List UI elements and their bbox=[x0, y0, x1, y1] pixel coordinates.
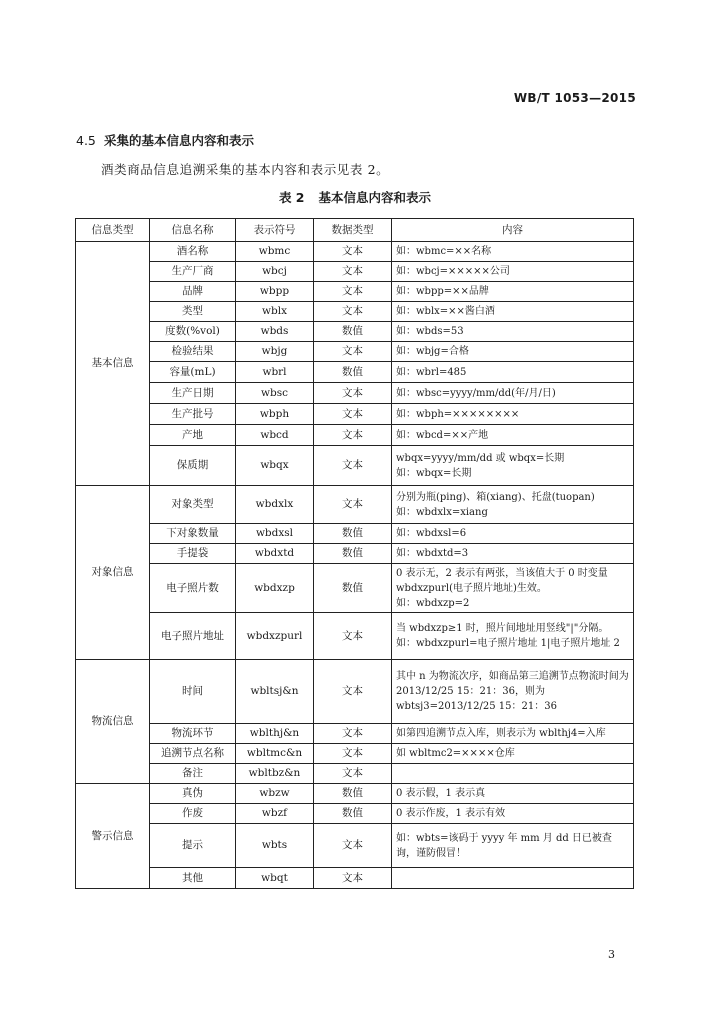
symbol-cell: wbsc bbox=[236, 383, 314, 404]
symbol-cell: wblthj&n bbox=[236, 724, 314, 744]
content-cell bbox=[392, 764, 634, 784]
info-name-cell: 物流环节 bbox=[150, 724, 236, 744]
content-cell: 分别为瓶(ping)、箱(xiang)、托盘(tuopan) 如：wbdxlx=xiang bbox=[392, 486, 634, 524]
data-type-cell: 数值 bbox=[314, 544, 392, 564]
info-table bbox=[75, 218, 634, 889]
info-name-cell: 作废 bbox=[150, 804, 236, 824]
info-name-cell: 提示 bbox=[150, 824, 236, 868]
info-name-cell: 其他 bbox=[150, 868, 236, 889]
section-heading bbox=[76, 131, 254, 149]
info-name-cell: 生产厂商 bbox=[150, 262, 236, 282]
table-caption-title: 基本信息内容和表示 bbox=[318, 190, 432, 205]
table-row bbox=[76, 486, 634, 524]
info-name-cell: 对象类型 bbox=[150, 486, 236, 524]
info-name-cell: 电子照片数 bbox=[150, 564, 236, 613]
content-cell: 如：wblx=××酱白酒 bbox=[392, 302, 634, 322]
data-type-cell: 文本 bbox=[314, 242, 392, 262]
content-cell: 0 表示假，1 表示真 bbox=[392, 784, 634, 804]
table-row bbox=[76, 564, 634, 613]
table-row bbox=[76, 544, 634, 564]
symbol-cell: wbds bbox=[236, 322, 314, 342]
info-name-cell: 酒名称 bbox=[150, 242, 236, 262]
content-cell: 当 wbdxzp≥1 时，照片间地址用竖线"|"分隔。 如：wbdxzpurl=电子照片地址 1|电子照片地址 2 bbox=[392, 613, 634, 660]
symbol-cell: wbltmc&n bbox=[236, 744, 314, 764]
table-row bbox=[76, 404, 634, 425]
symbol-cell: wbmc bbox=[236, 242, 314, 262]
data-type-cell: 文本 bbox=[314, 660, 392, 724]
symbol-cell: wbzw bbox=[236, 784, 314, 804]
data-type-cell: 文本 bbox=[314, 262, 392, 282]
content-cell: 如：wbsc=yyyy/mm/dd(年/月/日) bbox=[392, 383, 634, 404]
symbol-cell: wbltbz&n bbox=[236, 764, 314, 784]
table-row bbox=[76, 242, 634, 262]
table-row bbox=[76, 724, 634, 744]
table-row bbox=[76, 282, 634, 302]
data-type-cell: 数值 bbox=[314, 524, 392, 544]
table-row bbox=[76, 764, 634, 784]
table-row bbox=[76, 613, 634, 660]
content-cell: 如：wbds=53 bbox=[392, 322, 634, 342]
table-row bbox=[76, 744, 634, 764]
info-name-cell: 度数(%vol) bbox=[150, 322, 236, 342]
info-name-cell: 品牌 bbox=[150, 282, 236, 302]
symbol-cell: wbdxsl bbox=[236, 524, 314, 544]
symbol-cell: wblx bbox=[236, 302, 314, 322]
info-name-cell: 真伪 bbox=[150, 784, 236, 804]
data-type-cell: 文本 bbox=[314, 724, 392, 744]
table-body bbox=[76, 242, 634, 889]
table-row bbox=[76, 784, 634, 804]
page-number: 3 bbox=[608, 948, 615, 961]
info-name-cell: 备注 bbox=[150, 764, 236, 784]
symbol-cell: wbjg bbox=[236, 342, 314, 362]
symbol-cell: wbpp bbox=[236, 282, 314, 302]
data-type-cell: 文本 bbox=[314, 383, 392, 404]
content-cell: 0 表示无，2 表示有两张，当该值大于 0 时变量 wbdxzpurl(电子照片地址)生效。 如：wbdxzp=2 bbox=[392, 564, 634, 613]
intro-paragraph: 酒类商品信息追溯采集的基本内容和表示见表 2。 bbox=[101, 162, 390, 177]
info-name-cell: 产地 bbox=[150, 425, 236, 446]
info-type-cell: 基本信息 bbox=[76, 242, 150, 486]
info-name-cell: 生产日期 bbox=[150, 383, 236, 404]
content-cell: 如：wbdxsl=6 bbox=[392, 524, 634, 544]
data-type-cell: 文本 bbox=[314, 282, 392, 302]
symbol-cell: wbqt bbox=[236, 868, 314, 889]
table-header-row bbox=[76, 219, 634, 242]
data-type-cell: 文本 bbox=[314, 824, 392, 868]
data-type-cell: 文本 bbox=[314, 764, 392, 784]
info-name-cell: 电子照片地址 bbox=[150, 613, 236, 660]
symbol-cell: wbdxzpurl bbox=[236, 613, 314, 660]
table-row bbox=[76, 524, 634, 544]
data-type-cell: 文本 bbox=[314, 302, 392, 322]
table-row bbox=[76, 804, 634, 824]
header-info-type: 信息类型 bbox=[76, 219, 150, 242]
content-cell: 如第四追溯节点入库，则表示为 wblthj4=入库 bbox=[392, 724, 634, 744]
info-name-cell: 类型 bbox=[150, 302, 236, 322]
content-cell: 如：wbmc=××名称 bbox=[392, 242, 634, 262]
section-title: 采集的基本信息内容和表示 bbox=[103, 133, 254, 148]
table-row bbox=[76, 868, 634, 889]
info-type-cell: 对象信息 bbox=[76, 486, 150, 660]
table-row bbox=[76, 383, 634, 404]
symbol-cell: wbdxlx bbox=[236, 486, 314, 524]
data-type-cell: 数值 bbox=[314, 362, 392, 383]
content-cell: 如：wbdxtd=3 bbox=[392, 544, 634, 564]
symbol-cell: wbcd bbox=[236, 425, 314, 446]
info-type-cell: 警示信息 bbox=[76, 784, 150, 889]
content-cell: 如：wbpp=××品牌 bbox=[392, 282, 634, 302]
data-type-cell: 文本 bbox=[314, 342, 392, 362]
content-cell: 如：wbrl=485 bbox=[392, 362, 634, 383]
data-type-cell: 文本 bbox=[314, 486, 392, 524]
symbol-cell: wbts bbox=[236, 824, 314, 868]
data-type-cell: 数值 bbox=[314, 322, 392, 342]
table-row bbox=[76, 302, 634, 322]
symbol-cell: wbltsj&n bbox=[236, 660, 314, 724]
info-name-cell: 时间 bbox=[150, 660, 236, 724]
data-type-cell: 数值 bbox=[314, 564, 392, 613]
info-name-cell: 下对象数量 bbox=[150, 524, 236, 544]
symbol-cell: wbzf bbox=[236, 804, 314, 824]
content-cell: 如 wbltmc2=××××仓库 bbox=[392, 744, 634, 764]
symbol-cell: wbdxtd bbox=[236, 544, 314, 564]
symbol-cell: wbdxzp bbox=[236, 564, 314, 613]
data-type-cell: 文本 bbox=[314, 404, 392, 425]
table-row bbox=[76, 660, 634, 724]
content-cell: 其中 n 为物流次序，如商品第三追溯节点物流时间为 2013/12/25 15：21：36，则为 wbtsj3=2013/12/25 15：21：36 bbox=[392, 660, 634, 724]
content-cell: 如：wbph=×××××××× bbox=[392, 404, 634, 425]
data-type-cell: 数值 bbox=[314, 804, 392, 824]
header-data-type: 数据类型 bbox=[314, 219, 392, 242]
table-row bbox=[76, 446, 634, 486]
table-row bbox=[76, 342, 634, 362]
table-row bbox=[76, 322, 634, 342]
table-row bbox=[76, 425, 634, 446]
data-type-cell: 文本 bbox=[314, 744, 392, 764]
content-cell: wbqx=yyyy/mm/dd 或 wbqx=长期 如：wbqx=长期 bbox=[392, 446, 634, 486]
symbol-cell: wbrl bbox=[236, 362, 314, 383]
content-cell: 如：wbcj=×××××公司 bbox=[392, 262, 634, 282]
info-name-cell: 检验结果 bbox=[150, 342, 236, 362]
data-type-cell: 文本 bbox=[314, 613, 392, 660]
content-cell: 如：wbcd=××产地 bbox=[392, 425, 634, 446]
header-content: 内容 bbox=[392, 219, 634, 242]
content-cell: 0 表示作废，1 表示有效 bbox=[392, 804, 634, 824]
info-name-cell: 容量(mL) bbox=[150, 362, 236, 383]
symbol-cell: wbcj bbox=[236, 262, 314, 282]
table-row bbox=[76, 262, 634, 282]
info-name-cell: 生产批号 bbox=[150, 404, 236, 425]
info-type-cell: 物流信息 bbox=[76, 660, 150, 784]
symbol-cell: wbph bbox=[236, 404, 314, 425]
info-name-cell: 保质期 bbox=[150, 446, 236, 486]
header-symbol: 表示符号 bbox=[236, 219, 314, 242]
symbol-cell: wbqx bbox=[236, 446, 314, 486]
section-number: 4.5 bbox=[76, 133, 96, 148]
table-row bbox=[76, 362, 634, 383]
info-name-cell: 追溯节点名称 bbox=[150, 744, 236, 764]
header-info-name: 信息名称 bbox=[150, 219, 236, 242]
standard-code: WB/T 1053—2015 bbox=[513, 91, 636, 105]
info-name-cell: 手提袋 bbox=[150, 544, 236, 564]
content-cell bbox=[392, 868, 634, 889]
table-caption bbox=[0, 188, 710, 206]
data-type-cell: 数值 bbox=[314, 784, 392, 804]
content-cell: 如：wbjg=合格 bbox=[392, 342, 634, 362]
data-type-cell: 文本 bbox=[314, 425, 392, 446]
data-type-cell: 文本 bbox=[314, 868, 392, 889]
content-cell: 如：wbts=该码于 yyyy 年 mm 月 dd 日已被查询，谨防假冒！ bbox=[392, 824, 634, 868]
data-type-cell: 文本 bbox=[314, 446, 392, 486]
table-caption-number: 表 2 bbox=[278, 190, 305, 205]
table-row bbox=[76, 824, 634, 868]
